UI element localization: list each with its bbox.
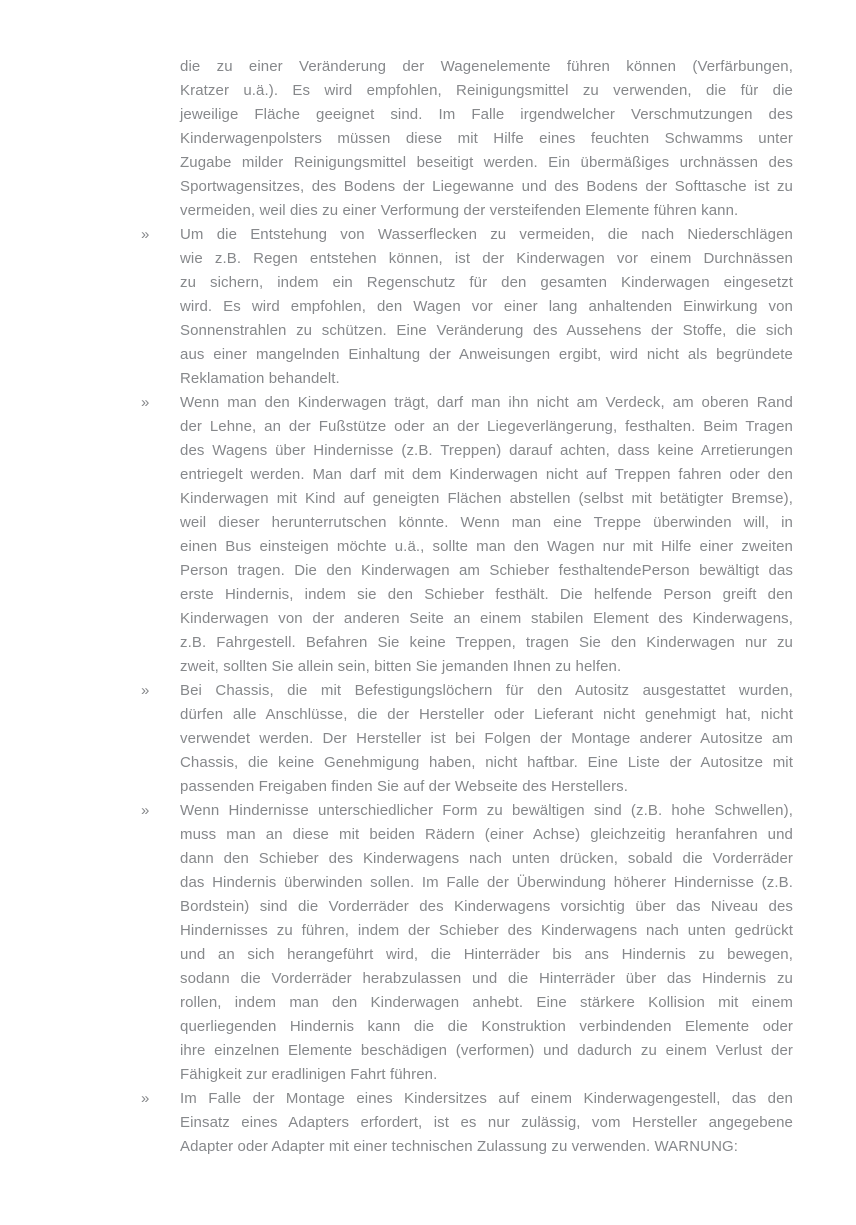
text-line: passenden Freigaben finden Sie auf der Webseite des Herstellers. bbox=[180, 778, 629, 795]
text-line: verwendet werden. Der Hersteller ist bei Folgen der Montage anderer Autositze am bbox=[180, 730, 793, 747]
text-line: Kratzer u.ä.). Es wird empfohlen, Reinigungsmittel zu verwenden, die für die bbox=[180, 82, 793, 99]
text-line: Bei Chassis, die mit Befestigungslöchern für den Autositz ausgestattet wurden, bbox=[180, 682, 793, 699]
item-text bbox=[180, 1087, 793, 1159]
text-line: querliegenden Hindernis kann die die Konstruktion verbindenden Elemente oder bbox=[180, 1018, 793, 1035]
text-line: Bordstein) sind die Vorderräder des Kinderwagens vorsichtig über das Niveau des bbox=[180, 898, 793, 915]
text-line: weil dieser herunterrutschen könnte. Wenn man eine Treppe überwinden will, in bbox=[180, 514, 793, 531]
bullet-marker: » bbox=[141, 394, 150, 411]
text-line: dann den Schieber des Kinderwagens nach unten drücken, sobald die Vorderräder bbox=[180, 850, 793, 867]
text-line: muss man an diese mit beiden Rädern (einer Achse) gleichzeitig heranfahren und bbox=[180, 826, 793, 843]
text-line: das Hindernis überwinden sollen. Im Falle der Überwindung höherer Hindernisse (z.B. bbox=[180, 874, 793, 891]
text-line: Chassis, die keine Genehmigung haben, nicht haftbar. Eine Liste der Autositze mit bbox=[180, 754, 793, 771]
bullet-marker: » bbox=[141, 1090, 150, 1107]
list-item bbox=[141, 799, 793, 1087]
text-line: des Wagens über Hindernisse (z.B. Treppen) darauf achten, dass keine Arretierungen bbox=[180, 442, 793, 459]
text-line: erste Hindernis, indem sie den Schieber festhält. Die helfende Person greift den bbox=[180, 586, 793, 603]
text-line: die zu einer Veränderung der Wagenelemente führen können (Verfärbungen, bbox=[180, 58, 793, 75]
text-line: Kinderwagenpolsters müssen diese mit Hilfe eines feuchten Schwamms unter bbox=[180, 130, 793, 147]
text-line: einen Bus einsteigen möchte u.ä., sollte man den Wagen nur mit Hilfe einer zweiten bbox=[180, 538, 793, 555]
text-line: Zugabe milder Reinigungsmittel beseitigt werden. Ein übermäßiges urchnässen des bbox=[180, 154, 793, 171]
paragraph-text bbox=[180, 55, 793, 223]
text-line: z.B. Fahrgestell. Befahren Sie keine Treppen, tragen Sie den Kinderwagen nur zu bbox=[180, 634, 793, 651]
intro-paragraph bbox=[141, 55, 793, 223]
item-text bbox=[180, 223, 793, 391]
text-line: und an sich herangeführt wird, die Hinterräder bis ans Hindernis zu bewegen, bbox=[180, 946, 793, 963]
text-line: Kinderwagen von der anderen Seite an einem stabilen Element des Kinderwagens, bbox=[180, 610, 793, 627]
list-item bbox=[141, 223, 793, 391]
item-text bbox=[180, 391, 793, 679]
text-line: zu sichern, indem ein Regenschutz für den gesamten Kinderwagen eingesetzt bbox=[180, 274, 793, 291]
text-line: Um die Entstehung von Wasserflecken zu vermeiden, die nach Niederschlägen bbox=[180, 226, 793, 243]
text-line: Wenn Hindernisse unterschiedlicher Form zu bewältigen sind (z.B. hohe Schwellen), bbox=[180, 802, 793, 819]
text-line: der Lehne, an der Fußstütze oder an der Liegeverlängerung, festhalten. Beim Tragen bbox=[180, 418, 793, 435]
text-line: Im Falle der Montage eines Kindersitzes auf einem Kinderwagengestell, das den bbox=[180, 1090, 793, 1107]
text-line: Hindernisses zu führen, indem der Schieber des Kinderwagens nach unten gedrückt bbox=[180, 922, 793, 939]
text-line: Einsatz eines Adapters erfordert, ist es nur zulässig, vom Hersteller angegebene bbox=[180, 1114, 793, 1131]
list-item bbox=[141, 1087, 793, 1159]
text-line: aus einer mangelnden Einhaltung der Anweisungen ergibt, wird nicht als begründete bbox=[180, 346, 793, 363]
text-line: jeweilige Fläche geeignet sind. Im Falle irgendwelcher Verschmutzungen des bbox=[180, 106, 793, 123]
bullet-marker: » bbox=[141, 802, 150, 819]
text-line: Fähigkeit zur eradlinigen Fahrt führen. bbox=[180, 1066, 438, 1083]
text-line: Sportwagensitzes, des Bodens der Liegewanne und des Bodens der Softtasche ist zu bbox=[180, 178, 793, 195]
text-line: wie z.B. Regen entstehen können, ist der Kinderwagen vor einem Durchnässen bbox=[180, 250, 793, 267]
text-line: Sonnenstrahlen zu schützen. Eine Veränderung des Aussehens der Stoffe, die sich bbox=[180, 322, 793, 339]
list-item bbox=[141, 679, 793, 799]
item-text bbox=[180, 799, 793, 1087]
list-item bbox=[141, 391, 793, 679]
text-line: zweit, sollten Sie allein sein, bitten Sie jemanden Ihnen zu helfen. bbox=[180, 658, 622, 675]
text-line: ihre einzelnen Elemente beschädigen (verformen) und dadurch zu einem Verlust der bbox=[180, 1042, 793, 1059]
text-line: rollen, indem man den Kinderwagen anhebt. Eine stärkere Kollision mit einem bbox=[180, 994, 793, 1011]
item-text bbox=[180, 679, 793, 799]
text-content bbox=[141, 55, 793, 1159]
text-line: sodann die Vorderräder herabzulassen und die Hinterräder über das Hindernis zu bbox=[180, 970, 793, 987]
text-line: Person tragen. Die den Kinderwagen am Schieber festhaltendePerson bewältigt das bbox=[180, 562, 793, 579]
text-line: Kinderwagen mit Kind auf geneigten Flächen abstellen (selbst mit betätigter Bremse), bbox=[180, 490, 793, 507]
text-line: Reklamation behandelt. bbox=[180, 370, 340, 387]
text-line: wird. Es wird empfohlen, den Wagen vor einer lang anhaltenden Einwirkung von bbox=[180, 298, 793, 315]
bullet-marker: » bbox=[141, 226, 150, 243]
text-line: dürfen alle Anschlüsse, die der Hersteller oder Lieferant nicht genehmigt hat, nicht bbox=[180, 706, 793, 723]
bullet-marker: » bbox=[141, 682, 150, 699]
text-line: Adapter oder Adapter mit einer technischen Zulassung zu verwenden. WARNUNG: bbox=[180, 1138, 739, 1155]
text-line: vermeiden, weil dies zu einer Verformung der versteifenden Elemente führen kann. bbox=[180, 202, 739, 219]
text-line: entriegelt werden. Man darf mit dem Kinderwagen nicht auf Treppen fahren oder den bbox=[180, 466, 793, 483]
text-line: Wenn man den Kinderwagen trägt, darf man ihn nicht am Verdeck, am oberen Rand bbox=[180, 394, 793, 411]
